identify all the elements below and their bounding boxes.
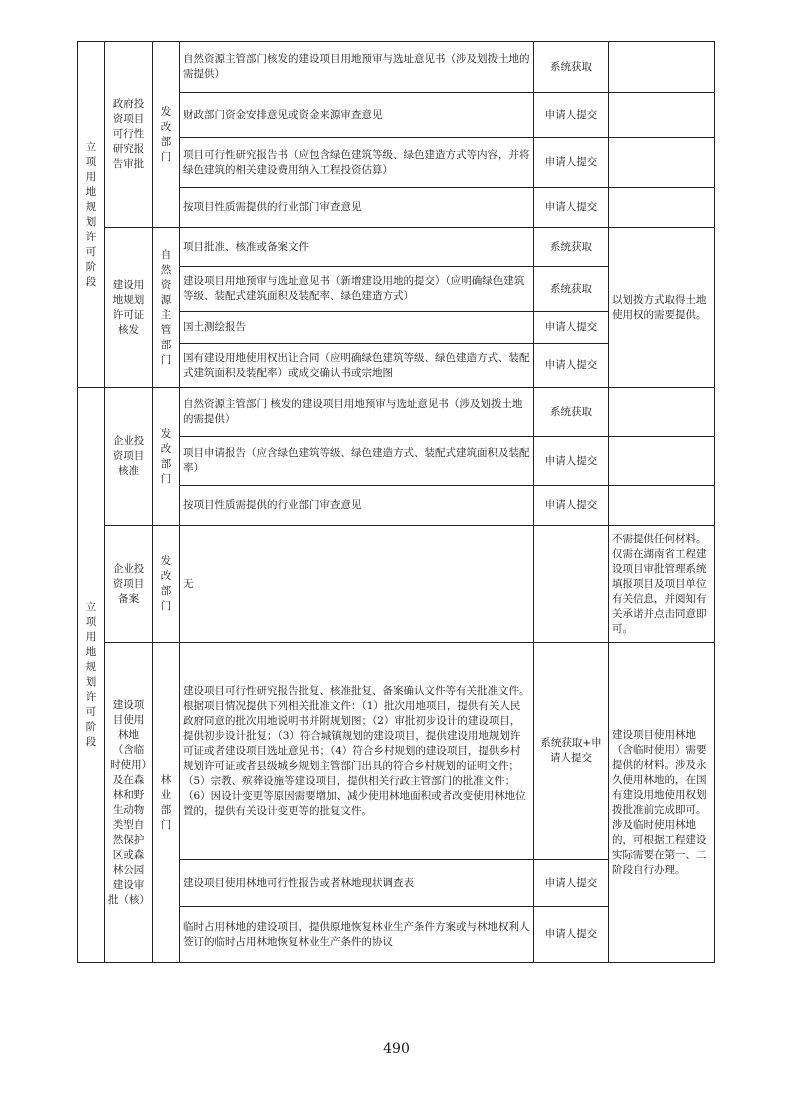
- department-cell: 发改部门: [153, 526, 180, 643]
- note-cell: [609, 486, 715, 526]
- material-cell: 建设项目用地预审与选址意见书（新增建设用地的提交）（应明确绿色建筑等级、装配式建筑面积及装配率、绿色建造方式）: [180, 267, 534, 312]
- category-cell: 政府投资项目可行性研究报告审批: [105, 42, 153, 228]
- department-cell: 林业部门: [153, 643, 180, 963]
- material-cell: 自然资源主管部门核发的建设项目用地预审与选址意见书（涉及划拨土地的需提供）: [180, 42, 534, 93]
- source-cell: 系统获取: [534, 267, 609, 312]
- category-cell: 建设用地规划许可证核发: [105, 228, 153, 388]
- source-cell: 申请人提交: [534, 860, 609, 907]
- approval-materials-table: [77, 41, 715, 963]
- table-row: [78, 42, 715, 93]
- note-cell: [609, 437, 715, 486]
- source-cell: 系统获取: [534, 388, 609, 437]
- material-cell: 临时占用林地的建设项目，提供原地恢复林业生产条件方案或与林地权利人签订的临时占用林地恢复林业生产条件的协议: [180, 907, 534, 963]
- category-cell: 企业投资项目核准: [105, 388, 153, 526]
- source-cell: 申请人提交: [534, 344, 609, 388]
- source-cell: 申请人提交: [534, 93, 609, 138]
- category-cell: 企业投资项目备案: [105, 526, 153, 643]
- department-cell: 发改部门: [153, 388, 180, 526]
- material-cell: 国有建设用地使用权出让合同（应明确绿色建筑等级、绿色建造方式、装配式建筑面积及装配率）或成交确认书或宗地图: [180, 344, 534, 388]
- page-number: 490: [383, 1041, 410, 1057]
- source-cell: 申请人提交: [534, 138, 609, 188]
- material-cell: 项目可行性研究报告书（应包含绿色建筑等级、绿色建造方式等内容，并将绿色建筑的相关建设费用纳入工程投资估算）: [180, 138, 534, 188]
- department-cell: 发改部门: [153, 42, 180, 228]
- note-cell: [609, 188, 715, 228]
- material-cell: 项目批准、核准或备案文件: [180, 228, 534, 267]
- category-cell: 建设项目使用林地（含临时使用）及在森林和野生动物类型自然保护区或森林公园建设审批（核）: [105, 643, 153, 963]
- source-cell: [534, 526, 609, 643]
- table-row: [78, 526, 715, 643]
- note-cell: 以划拨方式取得土地使用权的需要提供。: [609, 228, 715, 388]
- source-cell: 申请人提交: [534, 188, 609, 228]
- source-cell: 申请人提交: [534, 907, 609, 963]
- stage-cell: 立项用地规划许可阶段: [78, 388, 105, 963]
- stage-cell: 立项用地规划许可阶段: [78, 42, 105, 388]
- material-cell: 按项目性质需提供的行业部门审查意见: [180, 188, 534, 228]
- source-cell: 申请人提交: [534, 437, 609, 486]
- material-cell: 财政部门资金安排意见或资金来源审查意见: [180, 93, 534, 138]
- note-cell: [609, 42, 715, 93]
- note-cell: 不需提供任何材料。仅需在湖南省工程建设项目审批管理系统填报项目及项目单位有关信息，并阅知有关承诺并点击同意即可。: [609, 526, 715, 643]
- note-cell: [609, 388, 715, 437]
- table-row: [78, 643, 715, 860]
- note-cell: [609, 93, 715, 138]
- material-cell: 建设项目可行性研究报告批复、核准批复、备案确认文件等有关批准文件。根据项目情况提供下列相关批准文件：（1）批次用地项目，提供有关人民政府同意的批次用地说明书并附规划图；（2）审批初步设计的建设项目，提供初步设计批复；（3）符合城镇规划的建设项目，提供建设用地规划许可证或者建设项目选址意见书；（4）符合乡村规划的建设项目，提供乡村规划许可证或者县级城乡规划主管部门出具的符合乡村规划的证明文件；（5）宗教、殡葬设施等建设项目，提供相关行政主管部门的批准文件；（6）因设计变更等原因需要增加、减少使用林地面积或者改变使用林地位置的，提供有关设计变更等的批复文件。: [180, 643, 534, 860]
- table-row: [78, 388, 715, 437]
- note-cell: 建设项目使用林地（含临时使用）需要提供的材料。涉及永久使用林地的，在国有建设用地使用权划拨批准前完成即可。涉及临时使用林地的，可根据工程建设实际需要在第一、二阶段自行办理。: [609, 643, 715, 963]
- source-cell: 系统获取: [534, 228, 609, 267]
- source-cell: 系统获取: [534, 42, 609, 93]
- source-cell: 申请人提交: [534, 312, 609, 344]
- material-cell: 建设项目使用林地可行性报告或者林地现状调查表: [180, 860, 534, 907]
- department-cell: 自然资源主管部门: [153, 228, 180, 388]
- note-cell: [609, 138, 715, 188]
- table-row: [78, 228, 715, 267]
- material-cell: 项目申请报告（应含绿色建筑等级、绿色建造方式、装配式建筑面积及装配率）: [180, 437, 534, 486]
- source-cell: 申请人提交: [534, 486, 609, 526]
- material-cell: 无: [180, 526, 534, 643]
- material-cell: 按项目性质需提供的行业部门审查意见: [180, 486, 534, 526]
- source-cell: 系统获取+申请人提交: [534, 643, 609, 860]
- material-cell: 国土测绘报告: [180, 312, 534, 344]
- material-cell: 自然资源主管部门 核发的建设项目用地预审与选址意见书（涉及划拨土地的需提供）: [180, 388, 534, 437]
